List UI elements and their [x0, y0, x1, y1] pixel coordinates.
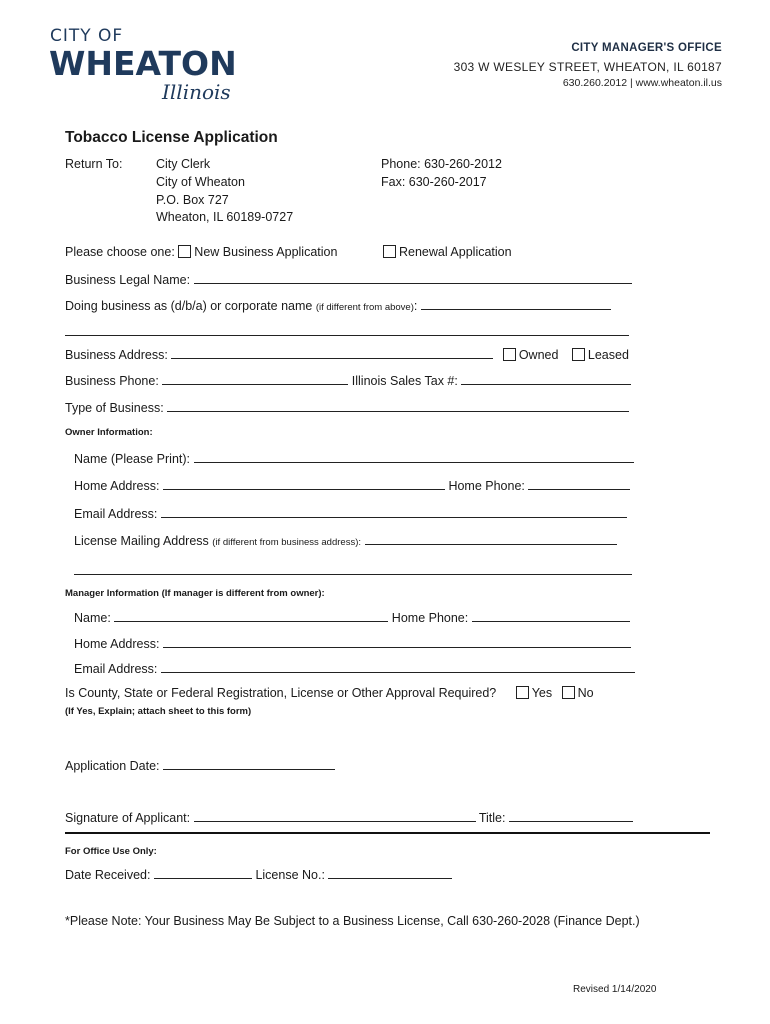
business-phone-row [65, 373, 631, 388]
business-address-row [65, 347, 629, 362]
manager-home-address-label: Home Address: [74, 637, 160, 651]
signature-field[interactable] [194, 810, 476, 822]
manager-email-field[interactable] [161, 661, 635, 673]
dba-field-line-2[interactable] [65, 324, 629, 336]
manager-info-header: Manager Information (If manager is different from owner): [65, 588, 325, 599]
owned-checkbox[interactable] [503, 348, 516, 361]
dba-row [65, 298, 611, 313]
business-address-label: Business Address: [65, 348, 168, 362]
fax-text: Fax: 630-260-2017 [381, 175, 487, 189]
return-line: P.O. Box 727 [156, 193, 229, 207]
renewal-checkbox[interactable] [383, 245, 396, 258]
dba-note: (if different from above) [315, 302, 414, 313]
logo-city-text: CITY OF [50, 26, 124, 46]
legal-name-field[interactable] [194, 272, 632, 284]
logo-wheaton-text: WHEATON [49, 44, 237, 83]
mailing-address-field-line-2[interactable] [74, 563, 632, 575]
type-business-field[interactable] [167, 400, 629, 412]
registration-row [65, 686, 594, 700]
phone-text: Phone: 630-260-2012 [381, 157, 502, 171]
choose-label: Please choose one: [65, 245, 175, 259]
owner-home-phone-field[interactable] [528, 478, 630, 490]
business-phone-label: Business Phone: [65, 374, 159, 388]
no-label: No [577, 686, 594, 700]
new-business-checkbox[interactable] [178, 245, 191, 258]
manager-home-address-row [74, 636, 631, 651]
mailing-address-label: License Mailing Address [74, 534, 209, 548]
owner-name-row [74, 451, 634, 466]
application-date-row [65, 758, 335, 773]
license-no-field[interactable] [328, 867, 452, 879]
date-received-label: Date Received: [65, 868, 151, 882]
office-title: CITY MANAGER'S OFFICE [571, 42, 722, 54]
manager-home-phone-label: Home Phone: [391, 611, 469, 625]
type-business-label: Type of Business: [65, 401, 164, 415]
owner-name-label: Name (Please Print): [74, 452, 191, 466]
registration-question: Is County, State or Federal Registration, License or Other Approval Required? [65, 686, 497, 700]
owned-label: Owned [518, 348, 559, 362]
return-line: City Clerk [156, 157, 211, 171]
dba-colon: : [413, 299, 418, 313]
manager-name-label: Name: [74, 611, 111, 625]
mailing-address-row [74, 533, 617, 548]
owner-email-label: Email Address: [74, 507, 158, 521]
office-contact: 630.260.2012 | www.wheaton.il.us [562, 77, 722, 89]
return-line: City of Wheaton [156, 175, 245, 189]
return-line: Wheaton, IL 60189-0727 [156, 210, 294, 224]
owner-name-field[interactable] [194, 451, 634, 463]
dba-label: Doing business as (d/b/a) or corporate name [65, 299, 313, 313]
office-use-row [65, 867, 452, 882]
legal-name-row [65, 272, 632, 287]
business-phone-field[interactable] [162, 373, 348, 385]
signature-label: Signature of Applicant: [65, 811, 191, 825]
business-address-field[interactable] [171, 347, 493, 359]
manager-home-address-field[interactable] [163, 636, 631, 648]
sales-tax-field[interactable] [461, 373, 631, 385]
title-field[interactable] [509, 810, 633, 822]
manager-email-label: Email Address: [74, 662, 158, 676]
form-title: Tobacco License Application [65, 129, 278, 146]
revised-date: Revised 1/14/2020 [573, 984, 657, 995]
yes-checkbox[interactable] [516, 686, 529, 699]
owner-email-field[interactable] [161, 506, 627, 518]
title-label: Title: [478, 811, 506, 825]
divider [65, 832, 710, 834]
mailing-address-note: (if different from business address): [212, 537, 362, 548]
sales-tax-label: Illinois Sales Tax #: [351, 374, 458, 388]
owner-info-header: Owner Information: [65, 427, 153, 438]
office-use-header: For Office Use Only: [65, 846, 157, 857]
explain-note: (If Yes, Explain; attach sheet to this form) [65, 706, 252, 717]
date-received-field[interactable] [154, 867, 252, 879]
mailing-address-field[interactable] [365, 533, 617, 545]
license-no-label: License No.: [255, 868, 325, 882]
application-date-label: Application Date: [65, 759, 160, 773]
manager-home-phone-field[interactable] [472, 610, 630, 622]
leased-checkbox[interactable] [572, 348, 585, 361]
owner-email-row [74, 506, 627, 521]
owner-home-address-field[interactable] [163, 478, 445, 490]
yes-label: Yes [531, 686, 553, 700]
mailing-address-row-2 [74, 563, 632, 578]
manager-email-row [74, 661, 635, 676]
manager-name-row [74, 610, 630, 625]
choose-row [65, 245, 337, 259]
business-license-note: *Please Note: Your Business May Be Subject to a Business License, Call 630-260-2028 (Finance Dept.) [65, 914, 640, 928]
new-business-label: New Business Application [194, 245, 338, 259]
signature-row [65, 810, 633, 825]
legal-name-label: Business Legal Name: [65, 273, 191, 287]
return-to-label: Return To: [65, 157, 123, 171]
owner-home-phone-label: Home Phone: [448, 479, 525, 493]
owner-home-address-label: Home Address: [74, 479, 160, 493]
dba-field[interactable] [421, 298, 611, 310]
logo-illinois-text: Illinois [162, 80, 231, 104]
type-business-row [65, 400, 629, 415]
application-date-field[interactable] [163, 758, 335, 770]
dba-row-2 [65, 324, 629, 339]
leased-label: Leased [587, 348, 629, 362]
office-address: 303 W WESLEY STREET, WHEATON, IL 60187 [453, 60, 722, 74]
renewal-row [383, 245, 512, 259]
renewal-label: Renewal Application [399, 245, 512, 259]
no-checkbox[interactable] [562, 686, 575, 699]
manager-name-field[interactable] [114, 610, 388, 622]
owner-home-row [74, 478, 630, 493]
